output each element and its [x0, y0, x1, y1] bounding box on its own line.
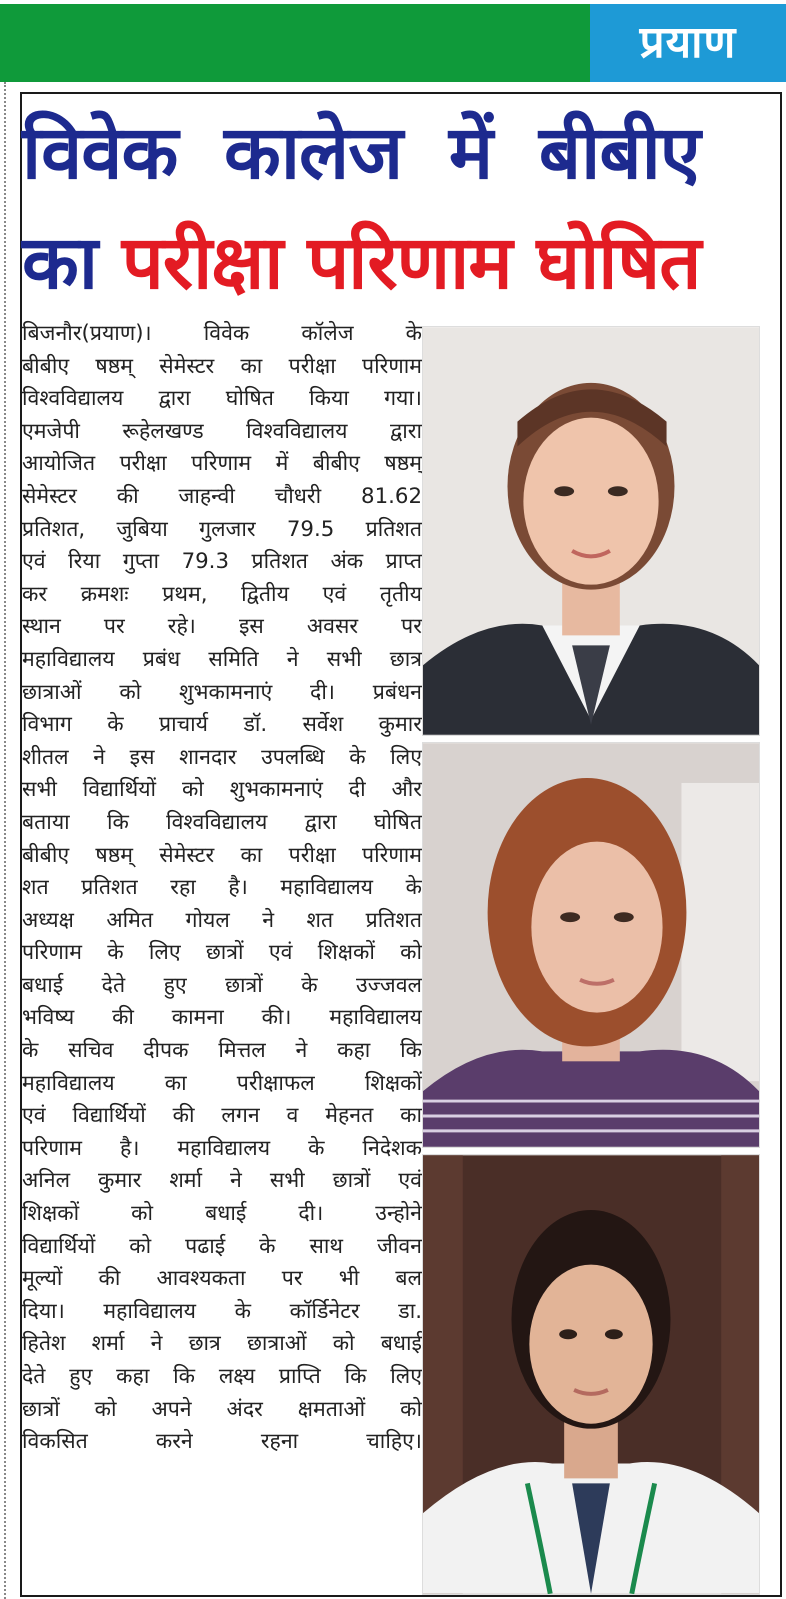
article-line: भविष्य की कामना की। महाविद्यालय: [22, 1005, 422, 1031]
student-photo-3: [422, 1154, 760, 1595]
article-line: एवं रिया गुप्ता 79.3 प्रतिशत अंक प्राप्त: [22, 549, 422, 575]
article-line: शीतल ने इस शानदार उपलब्धि के लिए: [22, 744, 422, 770]
article-line: शिक्षकों को बधाई दी। उन्होने: [22, 1201, 422, 1227]
article-line: बीबीए षष्ठम् सेमेस्टर का परीक्षा परिणाम: [22, 842, 422, 868]
article-line: कर क्रमशः प्रथम, द्वितीय एवं तृतीय: [22, 581, 422, 607]
article-line: देते हुए कहा कि लक्ष्य प्राप्ति कि लिए: [22, 1364, 422, 1389]
article-line: प्रतिशत, जुबिया गुलजार 79.5 प्रतिशत: [22, 516, 422, 542]
article-body: [22, 318, 422, 1459]
newspaper-masthead: प्रयाण: [590, 4, 786, 82]
headline: [22, 98, 780, 318]
article-line: मूल्यों की आवश्यकता पर भी बल: [22, 1266, 422, 1292]
article-line: परिणाम है। महाविद्यालय के निदेशक: [22, 1135, 422, 1161]
student-photo-1: [422, 326, 760, 736]
article-line: अनिल कुमार शर्मा ने सभी छात्रों एवं: [22, 1168, 422, 1194]
article-line: अध्यक्ष अमित गोयल ने शत प्रतिशत: [22, 907, 422, 933]
article-line: एमजेपी रूहेलखण्ड विश्वविद्यालय द्वारा: [22, 418, 422, 444]
article-line: के सचिव दीपक मित्तल ने कहा कि: [22, 1038, 422, 1064]
column-divider: [4, 82, 6, 1599]
headline-line-2: [22, 208, 780, 318]
article-line: बीबीए षष्ठम् सेमेस्टर का परीक्षा परिणाम: [22, 353, 422, 379]
portrait-icon: [423, 1155, 759, 1594]
student-photo-2: [422, 742, 760, 1148]
article-line: सभी विद्यार्थियों को शुभकामनाएं दी और: [22, 777, 422, 803]
article-line: विकसित करने रहना चाहिए।: [22, 1429, 422, 1455]
article-line: विश्वविद्यालय द्वारा घोषित किया गया।: [22, 386, 422, 412]
article-line: छात्राओं को शुभकामनाएं दी। प्रबंधन: [22, 679, 422, 705]
article-line: हितेश शर्मा ने छात्र छात्राओं को बधाई: [22, 1331, 422, 1357]
headline-red-text: परीक्षा परिणाम घोषित: [121, 220, 701, 306]
article-line: दिया। महाविद्यालय के कॉर्डिनेटर डा.: [22, 1298, 422, 1324]
article-line: महाविद्यालय प्रबंध समिति ने सभी छात्र: [22, 646, 422, 672]
article-line: एवं विद्यार्थियों की लगन व मेहनत का: [22, 1103, 422, 1129]
article-line: बधाई देते हुए छात्रों के उज्जवल: [22, 972, 422, 998]
article-line: परिणाम के लिए छात्रों एवं शिक्षकों को: [22, 940, 422, 966]
article-line: बिजनौर(प्रयाण)। विवेक कॉलेज के: [22, 321, 422, 346]
headline-prefix: का: [22, 220, 122, 306]
article-line: आयोजित परीक्षा परिणाम में बीबीए षष्ठम्: [22, 451, 422, 477]
article-line: सेमेस्टर की जाहन्वी चौधरी 81.62: [22, 483, 422, 509]
article-line: छात्रों को अपने अंदर क्षमताओं को: [22, 1396, 422, 1422]
portrait-icon: [423, 327, 759, 735]
portrait-icon: [423, 743, 759, 1147]
article-line: स्थान पर रहे। इस अवसर पर: [22, 614, 422, 640]
article-line: बताया कि विश्वविद्यालय द्वारा घोषित: [22, 809, 422, 835]
article-line: महाविद्यालय का परीक्षाफल शिक्षकों: [22, 1070, 422, 1096]
article-line: विभाग के प्राचार्य डॉ. सर्वेश कुमार: [22, 712, 422, 738]
article-line: शत प्रतिशत रहा है। महाविद्यालय के: [22, 875, 422, 901]
headline-line-1: विवेक कालेज में बीबीए: [22, 110, 700, 196]
article-line: विद्यार्थियों को पढाई के साथ जीवन: [22, 1233, 422, 1259]
